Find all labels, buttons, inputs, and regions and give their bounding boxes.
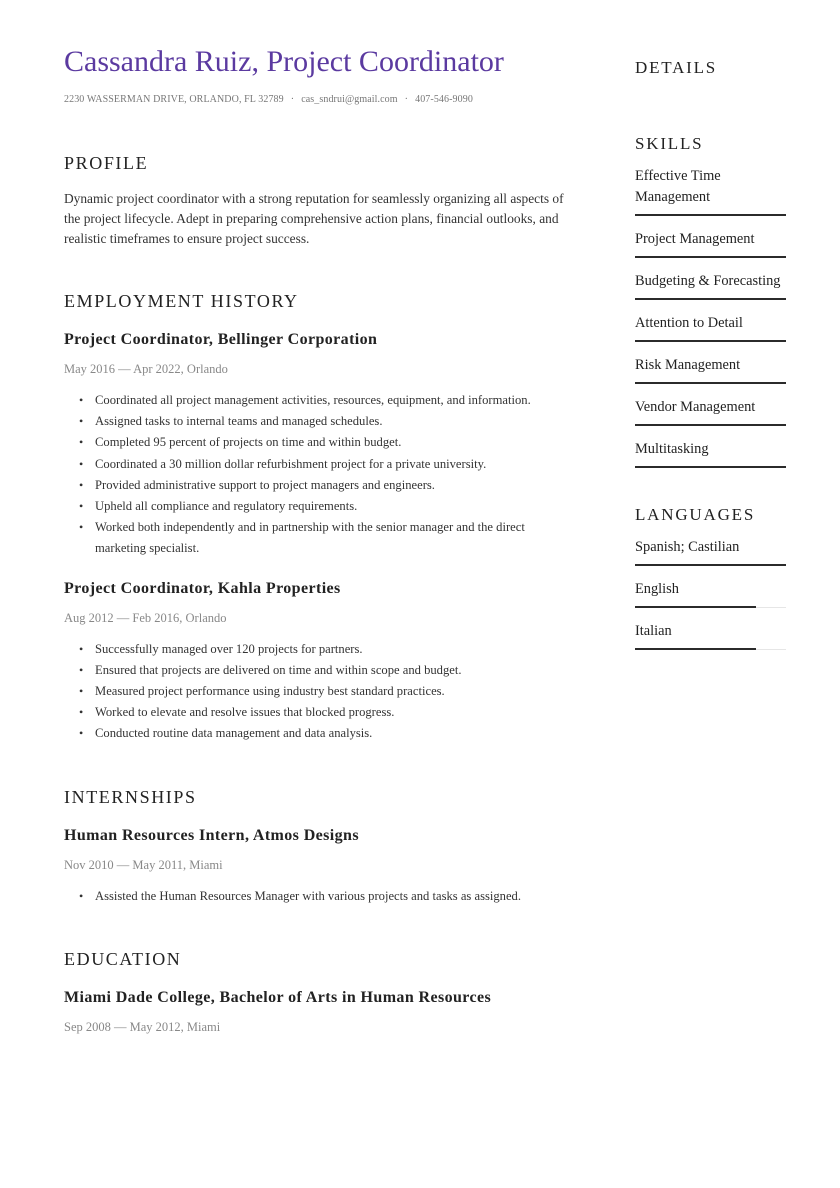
bullet-text: Assisted the Human Resources Manager with various projects and tasks as assigned. (95, 888, 521, 903)
bullet-dot-icon: • (79, 499, 84, 514)
skill-item-level-bar (635, 298, 786, 300)
contact-line (64, 94, 564, 105)
bullet-dot-icon: • (79, 456, 84, 471)
bullet-item (64, 660, 564, 681)
profile-text: Dynamic project coordinator with a strong reputation for seamlessly organizing all aspects of the project lifecycle. Adept in preparing comprehensive action plans, financial outlooks, and realistic timeframes to ensure project success. (64, 191, 564, 246)
skill-item (635, 397, 786, 426)
skills-heading: SKILLS (635, 134, 704, 153)
bullet-dot-icon: • (79, 684, 84, 699)
bullet-dot-icon: • (79, 888, 84, 903)
language-item-level-bar (635, 606, 756, 608)
skill-item-level-bar (635, 256, 786, 258)
bullet-list (64, 639, 564, 745)
skill-item (635, 355, 786, 384)
language-item-level-bar (635, 564, 786, 566)
bullet-dot-icon: • (79, 414, 84, 429)
skill-item-label: Risk Management (635, 357, 741, 373)
skill-item (635, 166, 786, 216)
bullet-item (64, 496, 564, 517)
employment-list (64, 331, 564, 745)
job-title: Project Coordinator, Kahla Properties (64, 579, 341, 597)
skill-item-level-bar (635, 214, 786, 216)
skill-item (635, 439, 786, 468)
bullet-text: Measured project performance using industry best standard practices. (95, 684, 445, 699)
skill-item-level-bar (635, 382, 786, 384)
contact-email: cas_sndrui@gmail.com (301, 94, 398, 105)
education-heading: EDUCATION (64, 948, 182, 969)
bullet-dot-icon: • (79, 641, 84, 656)
sidebar (635, 58, 786, 663)
resume-name: Cassandra Ruiz, Project Coordinator (64, 45, 504, 78)
language-item-label: Spanish; Castilian (635, 539, 740, 555)
bullet-list (64, 886, 564, 907)
job-dates: May 2016 — Apr 2022, Orlando (64, 362, 228, 376)
bullet-item (64, 723, 564, 744)
skill-item (635, 271, 786, 300)
bullet-text: Provided administrative support to project managers and engineers. (95, 477, 435, 492)
skill-item-label: Vendor Management (635, 399, 756, 415)
education-list (64, 989, 564, 1035)
skill-item-label: Attention to Detail (635, 315, 743, 331)
skill-item (635, 313, 786, 342)
job-dates: Nov 2010 — May 2011, Miami (64, 857, 223, 872)
details-heading: DETAILS (635, 58, 718, 77)
bullet-text: Worked both independently and in partnership with the senior manager and the direct marketing specialist. (95, 520, 525, 556)
language-item-label: English (635, 581, 679, 597)
skill-item (635, 229, 786, 258)
bullet-text: Assigned tasks to internal teams and managed schedules. (95, 414, 383, 429)
contact-separator: · (404, 94, 409, 105)
employment-heading: EMPLOYMENT HISTORY (64, 291, 299, 311)
job-entry (64, 827, 564, 907)
job-title: Human Resources Intern, Atmos Designs (64, 826, 359, 844)
language-item (635, 579, 786, 608)
skill-item-level-bar (635, 466, 786, 468)
contact-phone: 407-546-9090 (415, 94, 473, 105)
bullet-item (64, 432, 564, 453)
skill-item-label: Multitasking (635, 441, 709, 457)
skill-item-label: Budgeting & Forecasting (635, 273, 781, 289)
bullet-item (64, 475, 564, 496)
job-entry (64, 989, 564, 1035)
language-item (635, 537, 786, 566)
internships-list (64, 827, 564, 907)
skill-item-level-bar (635, 340, 786, 342)
profile-heading: PROFILE (64, 153, 149, 173)
job-entry (64, 580, 564, 745)
job-dates: Sep 2008 — May 2012, Miami (64, 1019, 221, 1034)
bullet-text: Completed 95 percent of projects on time and within budget. (95, 435, 402, 450)
bullet-text: Worked to elevate and resolve issues that blocked progress. (95, 705, 395, 720)
bullet-item (64, 390, 564, 411)
bullet-item (64, 702, 564, 723)
bullet-text: Upheld all compliance and regulatory requirements. (95, 499, 358, 514)
bullet-dot-icon: • (79, 393, 84, 407)
bullet-text: Ensured that projects are delivered on time and within scope and budget. (95, 662, 462, 677)
bullet-item (64, 517, 564, 559)
contact-separator: · (290, 94, 295, 105)
bullet-text: Coordinated a 30 million dollar refurbishment project for a private university. (95, 456, 487, 471)
main-column (64, 44, 564, 1035)
job-title: Miami Dade College, Bachelor of Arts in Human Resources (64, 988, 492, 1006)
bullet-item (64, 639, 564, 660)
bullet-dot-icon: • (79, 726, 84, 741)
bullet-dot-icon: • (79, 435, 84, 450)
bullet-item (64, 411, 564, 432)
bullet-dot-icon: • (79, 662, 84, 677)
language-item-level-bar (635, 648, 756, 650)
bullet-list (64, 390, 564, 560)
bullet-text: Successfully managed over 120 projects for partners. (95, 641, 363, 656)
job-entry (64, 331, 564, 560)
skill-item-label: Project Management (635, 231, 755, 247)
bullet-item (64, 886, 564, 907)
bullet-item (64, 454, 564, 475)
skills-list (635, 166, 786, 468)
contact-address: 2230 WASSERMAN DRIVE, ORLANDO, FL 32789 (64, 94, 284, 105)
job-title: Project Coordinator, Bellinger Corporation (64, 331, 378, 348)
bullet-dot-icon: • (79, 477, 84, 492)
bullet-dot-icon: • (79, 520, 84, 535)
languages-list (635, 537, 786, 650)
languages-heading: LANGUAGES (635, 505, 756, 524)
language-item-label: Italian (635, 623, 672, 639)
internships-heading: INTERNSHIPS (64, 786, 197, 807)
skill-item-level-bar (635, 424, 786, 426)
skill-item-label: Effective Time Management (635, 168, 721, 205)
job-dates: Aug 2012 — Feb 2016, Orlando (64, 610, 227, 625)
bullet-text: Coordinated all project management activities, resources, equipment, and information. (95, 393, 531, 407)
bullet-item (64, 681, 564, 702)
language-item (635, 621, 786, 650)
bullet-dot-icon: • (79, 705, 84, 720)
bullet-text: Conducted routine data management and data analysis. (95, 726, 373, 741)
